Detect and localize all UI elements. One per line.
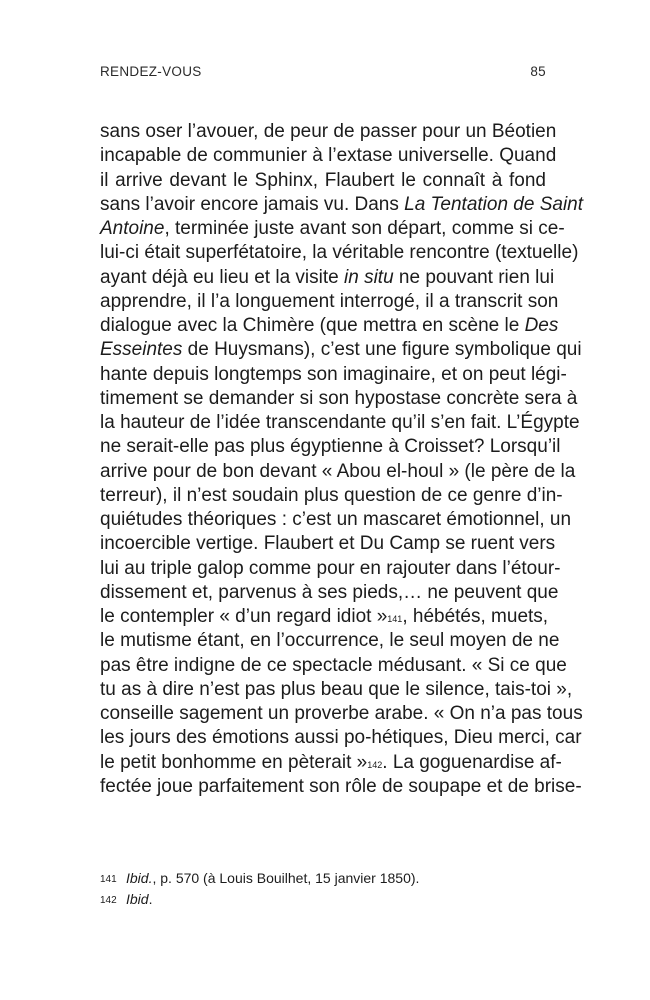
text-line xyxy=(100,581,559,605)
text-run: il arrive devant le Sphinx, Flaubert le connaît à fond xyxy=(100,169,546,191)
footnote-reference: 142 xyxy=(367,759,383,770)
footnotes xyxy=(100,868,546,910)
text-run: ne serait-elle pas plus égyptienne à Croisset? Lorsqu’il xyxy=(100,436,561,458)
footnote xyxy=(100,889,546,910)
text-run: incapable de communier à l’extase universelle. Quand xyxy=(100,145,557,167)
italic-text: Ibid. xyxy=(126,870,153,886)
text-line xyxy=(100,120,557,144)
text-line xyxy=(100,144,557,168)
text-line xyxy=(100,338,582,362)
text-run: quiétudes théoriques : c’est un mascaret émotionnel, un xyxy=(100,509,572,530)
text-run: timement se demander si son hypostase concrète sera à xyxy=(100,387,578,409)
running-title: RENDEZ-VOUS xyxy=(100,64,202,79)
text-run: fectée joue parfaitement son rôle de soupape et de brise- xyxy=(100,775,582,797)
text-run: conseille sagement un proverbe arabe. « On n’a pas tous xyxy=(100,703,583,724)
text-line xyxy=(100,508,572,532)
footnote-number: 141 xyxy=(100,874,117,885)
body-text xyxy=(100,120,584,799)
text-line xyxy=(100,629,560,653)
text-run: la hauteur de l’idée transcendante qu’il s’en fait. L’Égypte xyxy=(100,412,580,433)
text-run: , hébétés, muets, xyxy=(402,606,549,627)
text-line xyxy=(100,532,556,556)
text-line xyxy=(100,169,546,193)
text-line xyxy=(100,193,584,217)
text-run: le petit bonhomme en pèterait » xyxy=(100,751,368,773)
text-line xyxy=(100,435,561,459)
text-run: . xyxy=(148,891,153,907)
text-run: hante depuis longtemps son imaginaire, et on peut légi- xyxy=(100,363,567,385)
text-run: arrive pour de bon devant « Abou el-houl » (le père de la xyxy=(100,460,576,482)
italic-text: in situ xyxy=(344,266,394,288)
text-line xyxy=(100,217,565,241)
text-run: lui-ci était superfétatoire, la véritable rencontre (textuelle) xyxy=(100,242,579,264)
text-run: tu as à dire n’est pas plus beau que le silence, tais-toi », xyxy=(100,678,573,700)
text-run: ne pouvant rien lui xyxy=(393,266,555,288)
text-run: apprendre, il l’a longuement interrogé, il a transcrit son xyxy=(100,290,559,312)
text-line xyxy=(100,290,559,314)
footnote-number: 142 xyxy=(100,895,117,906)
text-line xyxy=(100,775,582,799)
text-run: pas être indigne de ce spectacle médusant. « Si ce que xyxy=(100,654,567,676)
text-run: de Huysmans), c’est une figure symbolique qui xyxy=(182,339,582,361)
text-run: , p. 570 (à Louis Bouilhet, 15 janvier 1850). xyxy=(152,870,420,886)
text-run: dissement et, parvenus à ses pieds,… ne peuvent que xyxy=(100,581,559,603)
text-line xyxy=(100,702,583,726)
text-run: . La goguenardise af- xyxy=(382,751,562,773)
italic-text: Ibid xyxy=(126,891,149,907)
text-line xyxy=(100,363,567,387)
text-line xyxy=(100,726,582,750)
text-line xyxy=(100,654,567,678)
text-run: ayant déjà eu lieu et la visite xyxy=(100,266,344,288)
italic-text: Antoine xyxy=(100,218,165,239)
text-run: sans oser l’avouer, de peur de passer pour un Béotien xyxy=(100,121,557,142)
text-line xyxy=(100,751,562,775)
text-line xyxy=(100,266,555,290)
text-line xyxy=(100,411,580,435)
text-run: incoercible vertige. Flaubert et Du Camp se ruent vers xyxy=(100,533,556,555)
italic-text: La Tentation de Saint xyxy=(404,193,584,215)
footnote-reference: 141 xyxy=(387,614,403,624)
text-line xyxy=(100,387,578,411)
text-run: le contempler « d’un regard idiot » xyxy=(100,606,388,627)
text-run: terreur), il n’est soudain plus question de ce genre d’in- xyxy=(100,484,563,506)
text-run: , terminée juste avant son départ, comme si ce- xyxy=(164,218,565,239)
text-run: dialogue avec la Chimère (que mettra en scène le xyxy=(100,315,525,336)
text-line xyxy=(100,605,549,629)
footnote xyxy=(100,868,546,889)
text-line xyxy=(100,678,573,702)
text-run: lui au triple galop comme pour en rajouter dans l’étour- xyxy=(100,557,561,579)
text-line xyxy=(100,557,561,581)
page-number: 85 xyxy=(530,64,546,79)
text-run: sans l’avoir encore jamais vu. Dans xyxy=(100,193,405,215)
text-line xyxy=(100,484,563,508)
italic-text: Des xyxy=(524,315,559,336)
text-run: les jours des émotions aussi po-hétiques, Dieu merci, car xyxy=(100,727,582,749)
text-line xyxy=(100,314,559,338)
text-run: le mutisme étant, en l’occurrence, le seul moyen de ne xyxy=(100,630,560,652)
text-line xyxy=(100,241,579,265)
italic-text: Esseintes xyxy=(100,339,183,361)
text-line xyxy=(100,460,576,484)
